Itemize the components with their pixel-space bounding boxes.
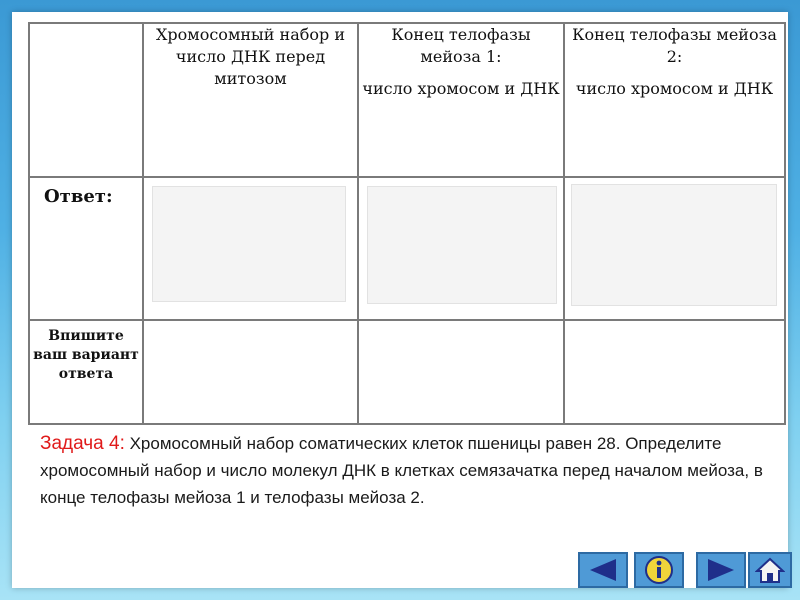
answer-cell-before-mitosis[interactable] bbox=[143, 177, 358, 320]
task-body: Хромосомный набор соматических клеток пшеницы равен 28. Определите хромосомный набор и число молекул ДНК в клетках семязачатка перед началом мейоза, в конце телофазы мейоза 1 и телофазы мейоза 2. bbox=[40, 434, 763, 507]
corner-cell bbox=[29, 23, 143, 177]
answer-row-label: Ответ: bbox=[29, 177, 143, 320]
info-icon bbox=[644, 555, 674, 585]
back-button[interactable] bbox=[578, 552, 628, 588]
input-cell-telophase-2[interactable] bbox=[564, 320, 785, 424]
task-text bbox=[40, 430, 780, 511]
input-row bbox=[29, 320, 785, 424]
home-icon bbox=[755, 556, 785, 584]
task-title: Задача 4: bbox=[40, 433, 125, 454]
answer-table bbox=[28, 22, 786, 425]
header-before-mitosis: Хромосомный набор и число ДНК перед митозом bbox=[143, 23, 358, 177]
header-telophase-1: Конец телофазы мейоза 1: число хромосом и ДНК bbox=[358, 23, 564, 177]
input-cell-telophase-1[interactable] bbox=[358, 320, 564, 424]
info-button[interactable] bbox=[634, 552, 684, 588]
triangle-left-icon bbox=[586, 557, 620, 583]
home-button[interactable] bbox=[748, 552, 792, 588]
answer-cover[interactable] bbox=[367, 186, 557, 304]
forward-button[interactable] bbox=[696, 552, 746, 588]
slide bbox=[12, 12, 788, 588]
answer-cover[interactable] bbox=[152, 186, 346, 302]
header-telophase-2: Конец телофазы мейоза 2: число хромосом и ДНК bbox=[564, 23, 785, 177]
input-cell-before-mitosis[interactable] bbox=[143, 320, 358, 424]
answer-cover[interactable] bbox=[571, 184, 777, 306]
answer-cell-telophase-1[interactable] bbox=[358, 177, 564, 320]
answer-cell-telophase-2[interactable] bbox=[564, 177, 785, 320]
input-row-label: Впишите ваш вариант ответа bbox=[29, 320, 143, 424]
triangle-right-icon bbox=[704, 557, 738, 583]
answer-row bbox=[29, 177, 785, 320]
header-row bbox=[29, 23, 785, 177]
